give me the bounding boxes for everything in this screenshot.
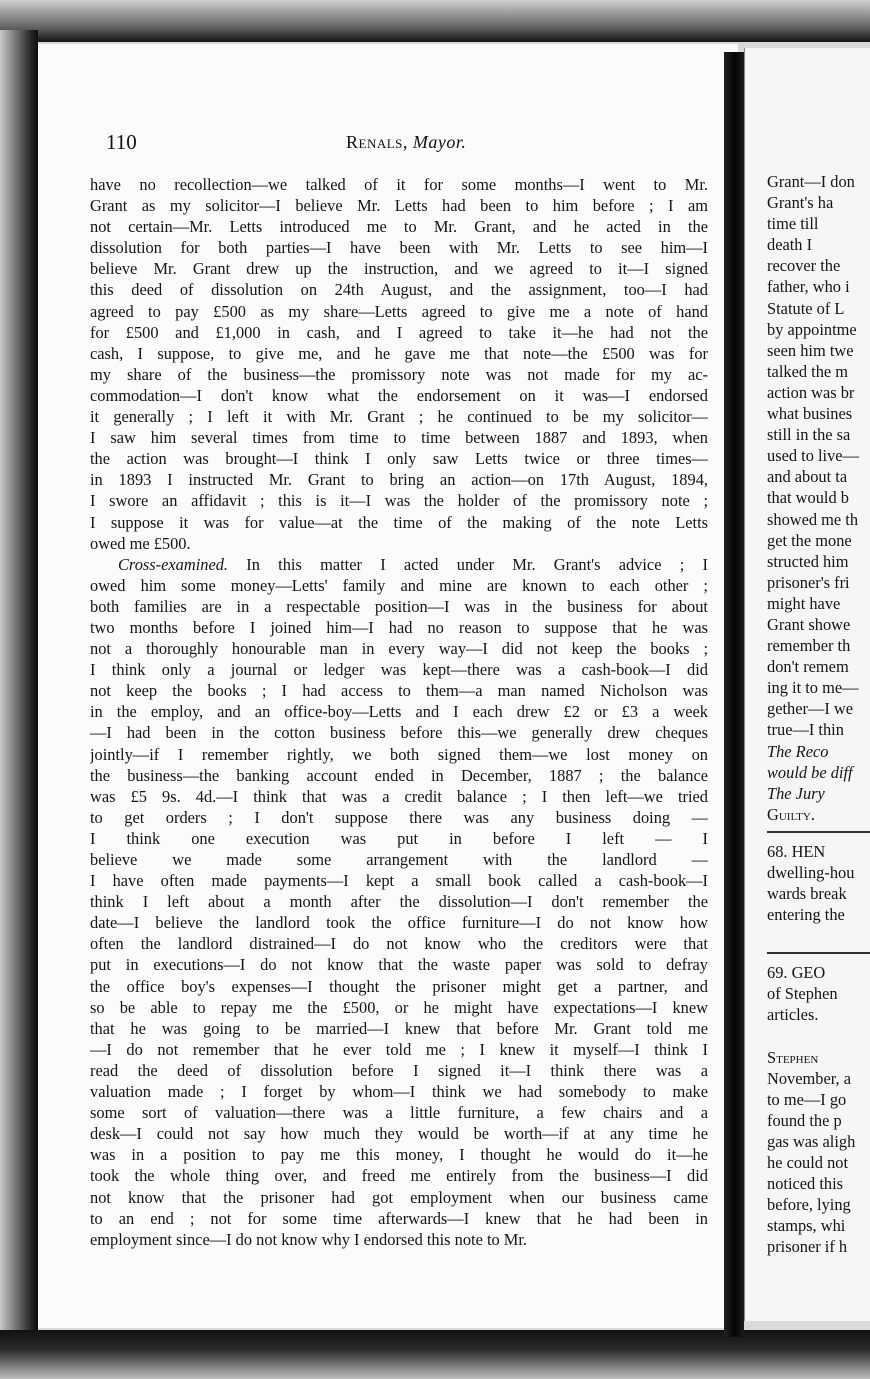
right-text-line: death I bbox=[767, 235, 813, 255]
right-text-line: Grant showe bbox=[767, 614, 851, 634]
text-line: believe Mr. Grant drew up the instruction, and we agreed to it—I signed bbox=[90, 259, 708, 279]
text-line: in the employ, and an office-boy—Letts and I each drew £2 or £3 a week bbox=[90, 702, 708, 722]
page-number: 110 bbox=[106, 130, 137, 154]
text-line: not know that the prisoner had got employment when our business came bbox=[90, 1187, 708, 1207]
text-line: desk—I could not say how much they would be worth—if at any time he bbox=[90, 1124, 708, 1144]
right-text-line: showed me th bbox=[767, 509, 859, 529]
text-line: both families are in a respectable position—I was in the business for about bbox=[90, 596, 708, 616]
right-text-line: action was br bbox=[767, 382, 855, 402]
text-line: valuation made ; I forget by whom—I think we had somebody to make bbox=[90, 1082, 708, 1102]
right-text-line: The Jury bbox=[767, 783, 825, 803]
right-text-line: 69. GEO bbox=[767, 963, 826, 983]
book-gutter bbox=[724, 52, 744, 1337]
text-line: two months before I joined him—I had no reason to suppose that he was bbox=[90, 617, 708, 637]
text-line: the business—the banking account ended in December, 1887 ; the balance bbox=[90, 765, 708, 785]
right-page-fragment bbox=[744, 48, 870, 1321]
text-line: read the deed of dissolution before I signed it—I think there was a bbox=[90, 1060, 708, 1080]
right-text-line: before, lying bbox=[767, 1195, 851, 1215]
text-line: date—I believe the landlord took the office furniture—I do not know how bbox=[90, 913, 708, 933]
running-head: Renals, Mayor. bbox=[346, 132, 467, 152]
right-text-line: Guilty. bbox=[767, 804, 815, 824]
text-line: believe we made some arrangement with the landlord — bbox=[90, 850, 708, 869]
right-text-line: found the p bbox=[767, 1110, 842, 1130]
right-text-line: gas was aligh bbox=[767, 1131, 856, 1151]
right-text-line: that would b bbox=[767, 488, 849, 508]
text-line: took the whole thing over, and freed me entirely from the business—I did bbox=[90, 1166, 708, 1186]
text-line: this deed of dissolution on 24th August, and the assignment, too—I had bbox=[90, 280, 708, 300]
text-line: it generally ; I left it with Mr. Grant ; he continued to be my solicitor— bbox=[90, 407, 708, 427]
right-text-line: prisoner's fri bbox=[767, 572, 850, 592]
right-text-line: recover the bbox=[767, 256, 841, 276]
text-line: so be able to repay me the £500, or he might have expectations—I knew bbox=[90, 997, 708, 1017]
text-line: the office boy's expenses—I thought the prisoner might get a partner, and bbox=[90, 976, 708, 996]
right-text-line: of Stephen bbox=[767, 984, 838, 1004]
text-line: not keep the books ; I had access to them—a man named Nicholson was bbox=[90, 681, 708, 701]
text-line: think I left about a month after the dissolution—I don't remember the bbox=[90, 892, 708, 912]
right-text-line: Statute of L bbox=[767, 298, 845, 318]
right-text-line: don't remem bbox=[767, 657, 849, 677]
scan-border-bottom bbox=[0, 1330, 870, 1379]
right-text-line: time till bbox=[767, 214, 819, 234]
right-text-line: what busines bbox=[767, 404, 853, 424]
right-text-line: and about ta bbox=[767, 467, 848, 487]
testimony-text bbox=[90, 174, 708, 1250]
scan-border-top bbox=[0, 0, 870, 42]
right-text-line: gether—I we bbox=[767, 699, 854, 719]
right-text-line: dwelling-hou bbox=[767, 863, 855, 882]
text-line: owed him some money—Letts' family and mine are known to each other ; bbox=[90, 575, 708, 595]
text-line: I think one execution was put in before I left — I bbox=[90, 828, 708, 848]
right-text-line: to me—I go bbox=[767, 1089, 847, 1109]
text-line: jointly—if I remember rightly, we both signed them—we lost money on bbox=[90, 744, 708, 764]
text-line: have no recollection—we talked of it for some months—I went to Mr. bbox=[90, 175, 708, 194]
page-header bbox=[38, 130, 738, 160]
text-line: employment since—I do not know why I endorsed this note to Mr. bbox=[90, 1229, 528, 1249]
right-text-line: seen him twe bbox=[767, 340, 854, 360]
text-line: often the landlord distrained—I do not know who the creditors were that bbox=[90, 934, 708, 954]
text-line: —I had been in the cotton business before this—we generally drew cheques bbox=[90, 723, 708, 743]
text-line: to an end ; not for some time afterwards—I knew that he had been in bbox=[90, 1208, 708, 1228]
right-text-line: wards break bbox=[767, 884, 847, 904]
text-line: for £500 and £1,000 in cash, and I agreed to take it—he had not the bbox=[90, 322, 708, 342]
text-line: I suppose it was for value—at the time of the making of the note Letts bbox=[90, 512, 708, 532]
text-line: my share of the business—the promissory note was not made for my ac- bbox=[90, 364, 708, 384]
right-text-line: entering the bbox=[767, 905, 845, 925]
right-text-line: Grant's ha bbox=[767, 193, 834, 213]
scan-border-left bbox=[0, 30, 38, 1379]
section-rule bbox=[767, 831, 870, 833]
cross-examined-label: Cross-examined. bbox=[118, 554, 229, 574]
right-text-line: true—I thin bbox=[767, 720, 844, 740]
text-line: I swore an affidavit ; this is it—I was the holder of the promissory note ; bbox=[90, 491, 708, 511]
right-text-line: stamps, whi bbox=[767, 1216, 846, 1236]
right-text-line: remember th bbox=[767, 636, 851, 656]
text-line: commodation—I don't know what the endorsement on it was—I endorsed bbox=[90, 385, 708, 405]
right-text-line: still in the sa bbox=[767, 425, 851, 445]
text-line: —I do not remember that he ever told me ; I knew it myself—I think I bbox=[90, 1039, 708, 1059]
running-head-office: Mayor. bbox=[412, 132, 467, 152]
text-line: I saw him several times from time to time between 1887 and 1893, when bbox=[90, 428, 708, 448]
right-text-line: Stephen bbox=[767, 1047, 819, 1067]
right-text-line: Grant—I don bbox=[767, 172, 855, 191]
text-line: some sort of valuation—there was a little furniture, a few chairs and a bbox=[90, 1103, 708, 1123]
text-line: was £5 9s. 4d.—I think that was a credit balance ; I then left—we tried bbox=[90, 786, 708, 806]
text-line: put in executions—I do not know that the waste paper was sold to defray bbox=[90, 955, 708, 975]
right-text-line: prisoner if h bbox=[767, 1237, 848, 1257]
right-text-line: by appointme bbox=[767, 319, 857, 339]
left-page bbox=[38, 44, 738, 1328]
text-line: agreed to pay £500 as my share—Letts agreed to give me a note of hand bbox=[90, 301, 708, 321]
right-text-line: used to live— bbox=[767, 446, 859, 466]
text-line: not a thoroughly honourable man in every way—I did not keep the books ; bbox=[90, 639, 708, 659]
text-line: owed me £500. bbox=[90, 533, 191, 553]
text-line: I have often made payments—I kept a small book called a cash-book—I bbox=[90, 871, 708, 891]
right-text-line: father, who i bbox=[767, 277, 850, 297]
right-text-line: he could not bbox=[767, 1153, 849, 1173]
right-text-line: articles. bbox=[767, 1005, 819, 1025]
text-line: that he was going to be married—I knew that before Mr. Grant told me bbox=[90, 1018, 708, 1038]
text-line: in 1893 I instructed Mr. Grant to bring an action—on 17th August, 1894, bbox=[90, 470, 708, 490]
text-line: dissolution for both parties—I have been with Mr. Letts to see him—I bbox=[90, 238, 708, 258]
right-text-line: The Reco bbox=[767, 741, 829, 761]
text-line: Grant as my solicitor—I believe Mr. Letts had been to him before ; I am bbox=[90, 196, 708, 216]
right-text-line: November, a bbox=[767, 1068, 851, 1088]
text-line: cash, I suppose, to give me, and he gave me that note—the £500 was for bbox=[90, 343, 708, 363]
right-text-line: talked the m bbox=[767, 361, 849, 381]
text-line: not certain—Mr. Letts introduced me to Mr. Grant, and he acted in the bbox=[90, 217, 708, 237]
text-line: I think only a journal or ledger was kept—there was a cash-book—I did bbox=[90, 660, 708, 680]
text-line: the action was brought—I think I only saw Letts twice or three times— bbox=[90, 449, 708, 469]
right-text-line: get the mone bbox=[767, 530, 852, 550]
right-text-line: structed him bbox=[767, 551, 849, 571]
right-text-line: would be diff bbox=[767, 762, 853, 782]
running-head-name: Renals bbox=[346, 132, 403, 152]
right-text-line: might have bbox=[767, 593, 841, 613]
right-text-line: 68. HEN bbox=[767, 841, 826, 861]
text-line: was in a position to pay me this money, I thought he would do it—he bbox=[90, 1145, 708, 1165]
right-text-line: noticed this bbox=[767, 1174, 844, 1194]
section-rule bbox=[767, 952, 870, 954]
right-text-line: ing it to me— bbox=[767, 678, 859, 698]
text-line: to get orders ; I don't suppose there was any business doing — bbox=[90, 807, 708, 827]
text-line: Cross-examined. In this matter I acted under Mr. Grant's advice ; I bbox=[118, 554, 708, 574]
